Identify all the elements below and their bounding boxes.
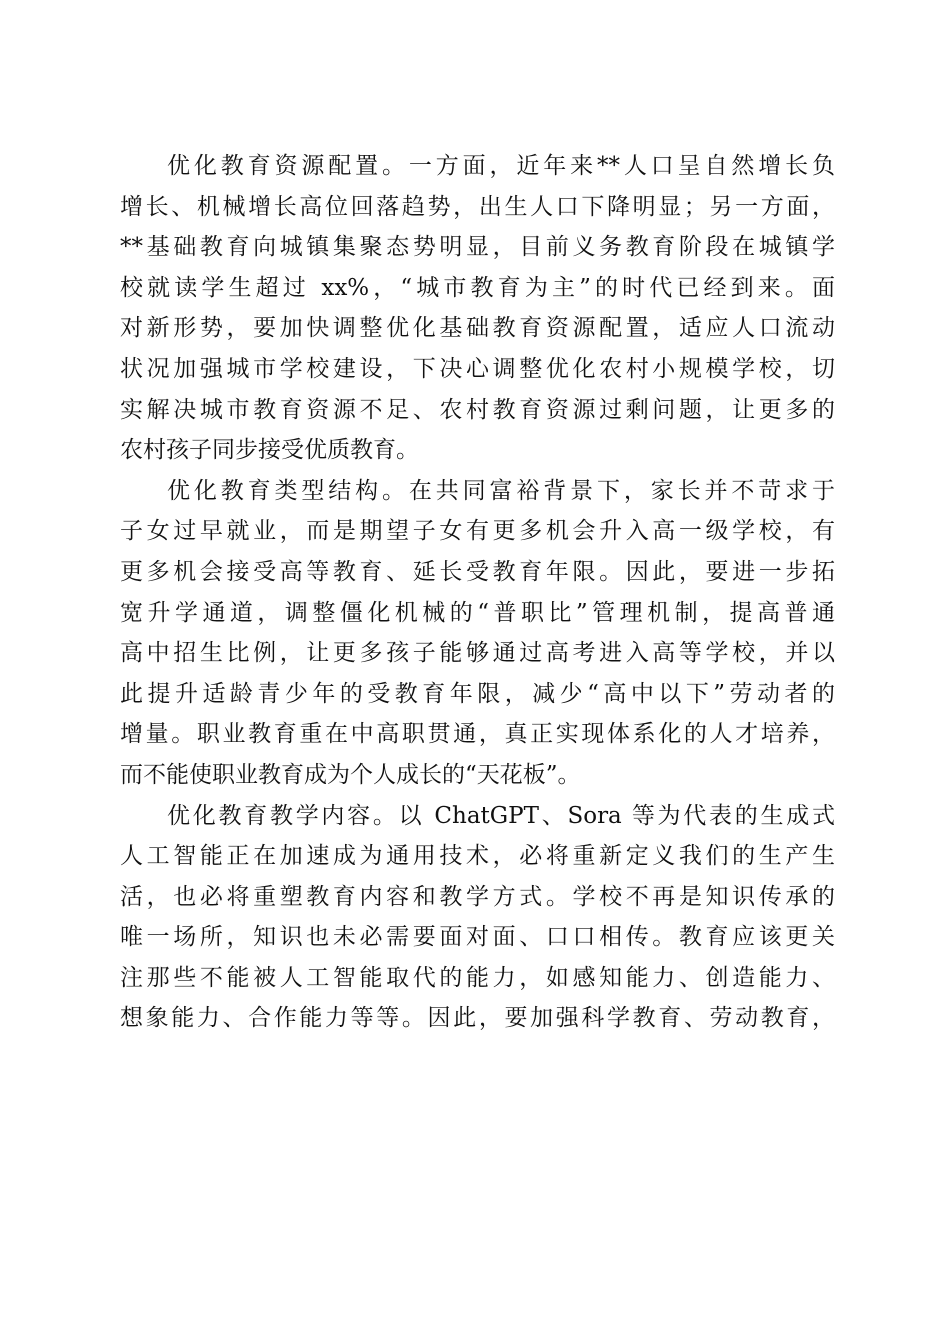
paragraph-resource-allocation [120, 146, 835, 471]
text-line: 增量。职业教育重在中高职贯通，真正实现体系化的人才培养， [120, 721, 835, 748]
text-line: 优化教育教学内容。以 ChatGPT、Sora 等为代表的生成式 [167, 802, 835, 829]
document-body [120, 146, 835, 1039]
text-line: 而不能使职业教育成为个人成长的“天花板”。 [120, 761, 581, 788]
text-line: 农村孩子同步接受优质教育。 [120, 437, 419, 464]
text-line: **基础教育向城镇集聚态势明显，目前义务教育阶段在城镇学 [120, 234, 835, 261]
text-line: 优化教育类型结构。在共同富裕背景下，家长并不苛求于 [167, 477, 835, 504]
text-line: 对新形势，要加快调整优化基础教育资源配置，适应人口流动 [120, 315, 835, 342]
text-line: 更多机会接受高等教育、延长受教育年限。因此，要进一步拓 [120, 558, 835, 585]
text-line: 状况加强城市学校建设，下决心调整优化农村小规模学校，切 [120, 355, 835, 382]
text-line: 注那些不能被人工智能取代的能力，如感知能力、创造能力、 [120, 964, 835, 991]
text-line: 高中招生比例，让更多孩子能够通过高考进入高等学校，并以 [120, 640, 835, 667]
text-line: 想象能力、合作能力等等。因此，要加强科学教育、劳动教育， [120, 1005, 835, 1032]
text-line: 增长、机械增长高位回落趋势，出生人口下降明显；另一方面， [120, 193, 835, 220]
paragraph-teaching-content [120, 796, 835, 1040]
paragraph-education-structure [120, 471, 835, 796]
text-line: 实解决城市教育资源不足、农村教育资源过剩问题，让更多的 [120, 396, 835, 423]
text-line: 唯一场所，知识也未必需要面对面、口口相传。教育应该更关 [120, 924, 835, 951]
text-line: 子女过早就业，而是期望子女有更多机会升入高一级学校，有 [120, 518, 835, 545]
text-line: 优化教育资源配置。一方面，近年来**人口呈自然增长负 [167, 153, 835, 179]
text-line: 此提升适龄青少年的受教育年限，减少“高中以下”劳动者的 [120, 680, 835, 707]
text-line: 活，也必将重塑教育内容和教学方式。学校不再是知识传承的 [120, 883, 835, 910]
text-line: 宽升学通道，调整僵化机械的“普职比”管理机制，提高普通 [120, 599, 835, 626]
text-line: 人工智能正在加速成为通用技术，必将重新定义我们的生产生 [120, 843, 835, 870]
text-line: 校就读学生超过 xx%，“城市教育为主”的时代已经到来。面 [120, 274, 835, 301]
